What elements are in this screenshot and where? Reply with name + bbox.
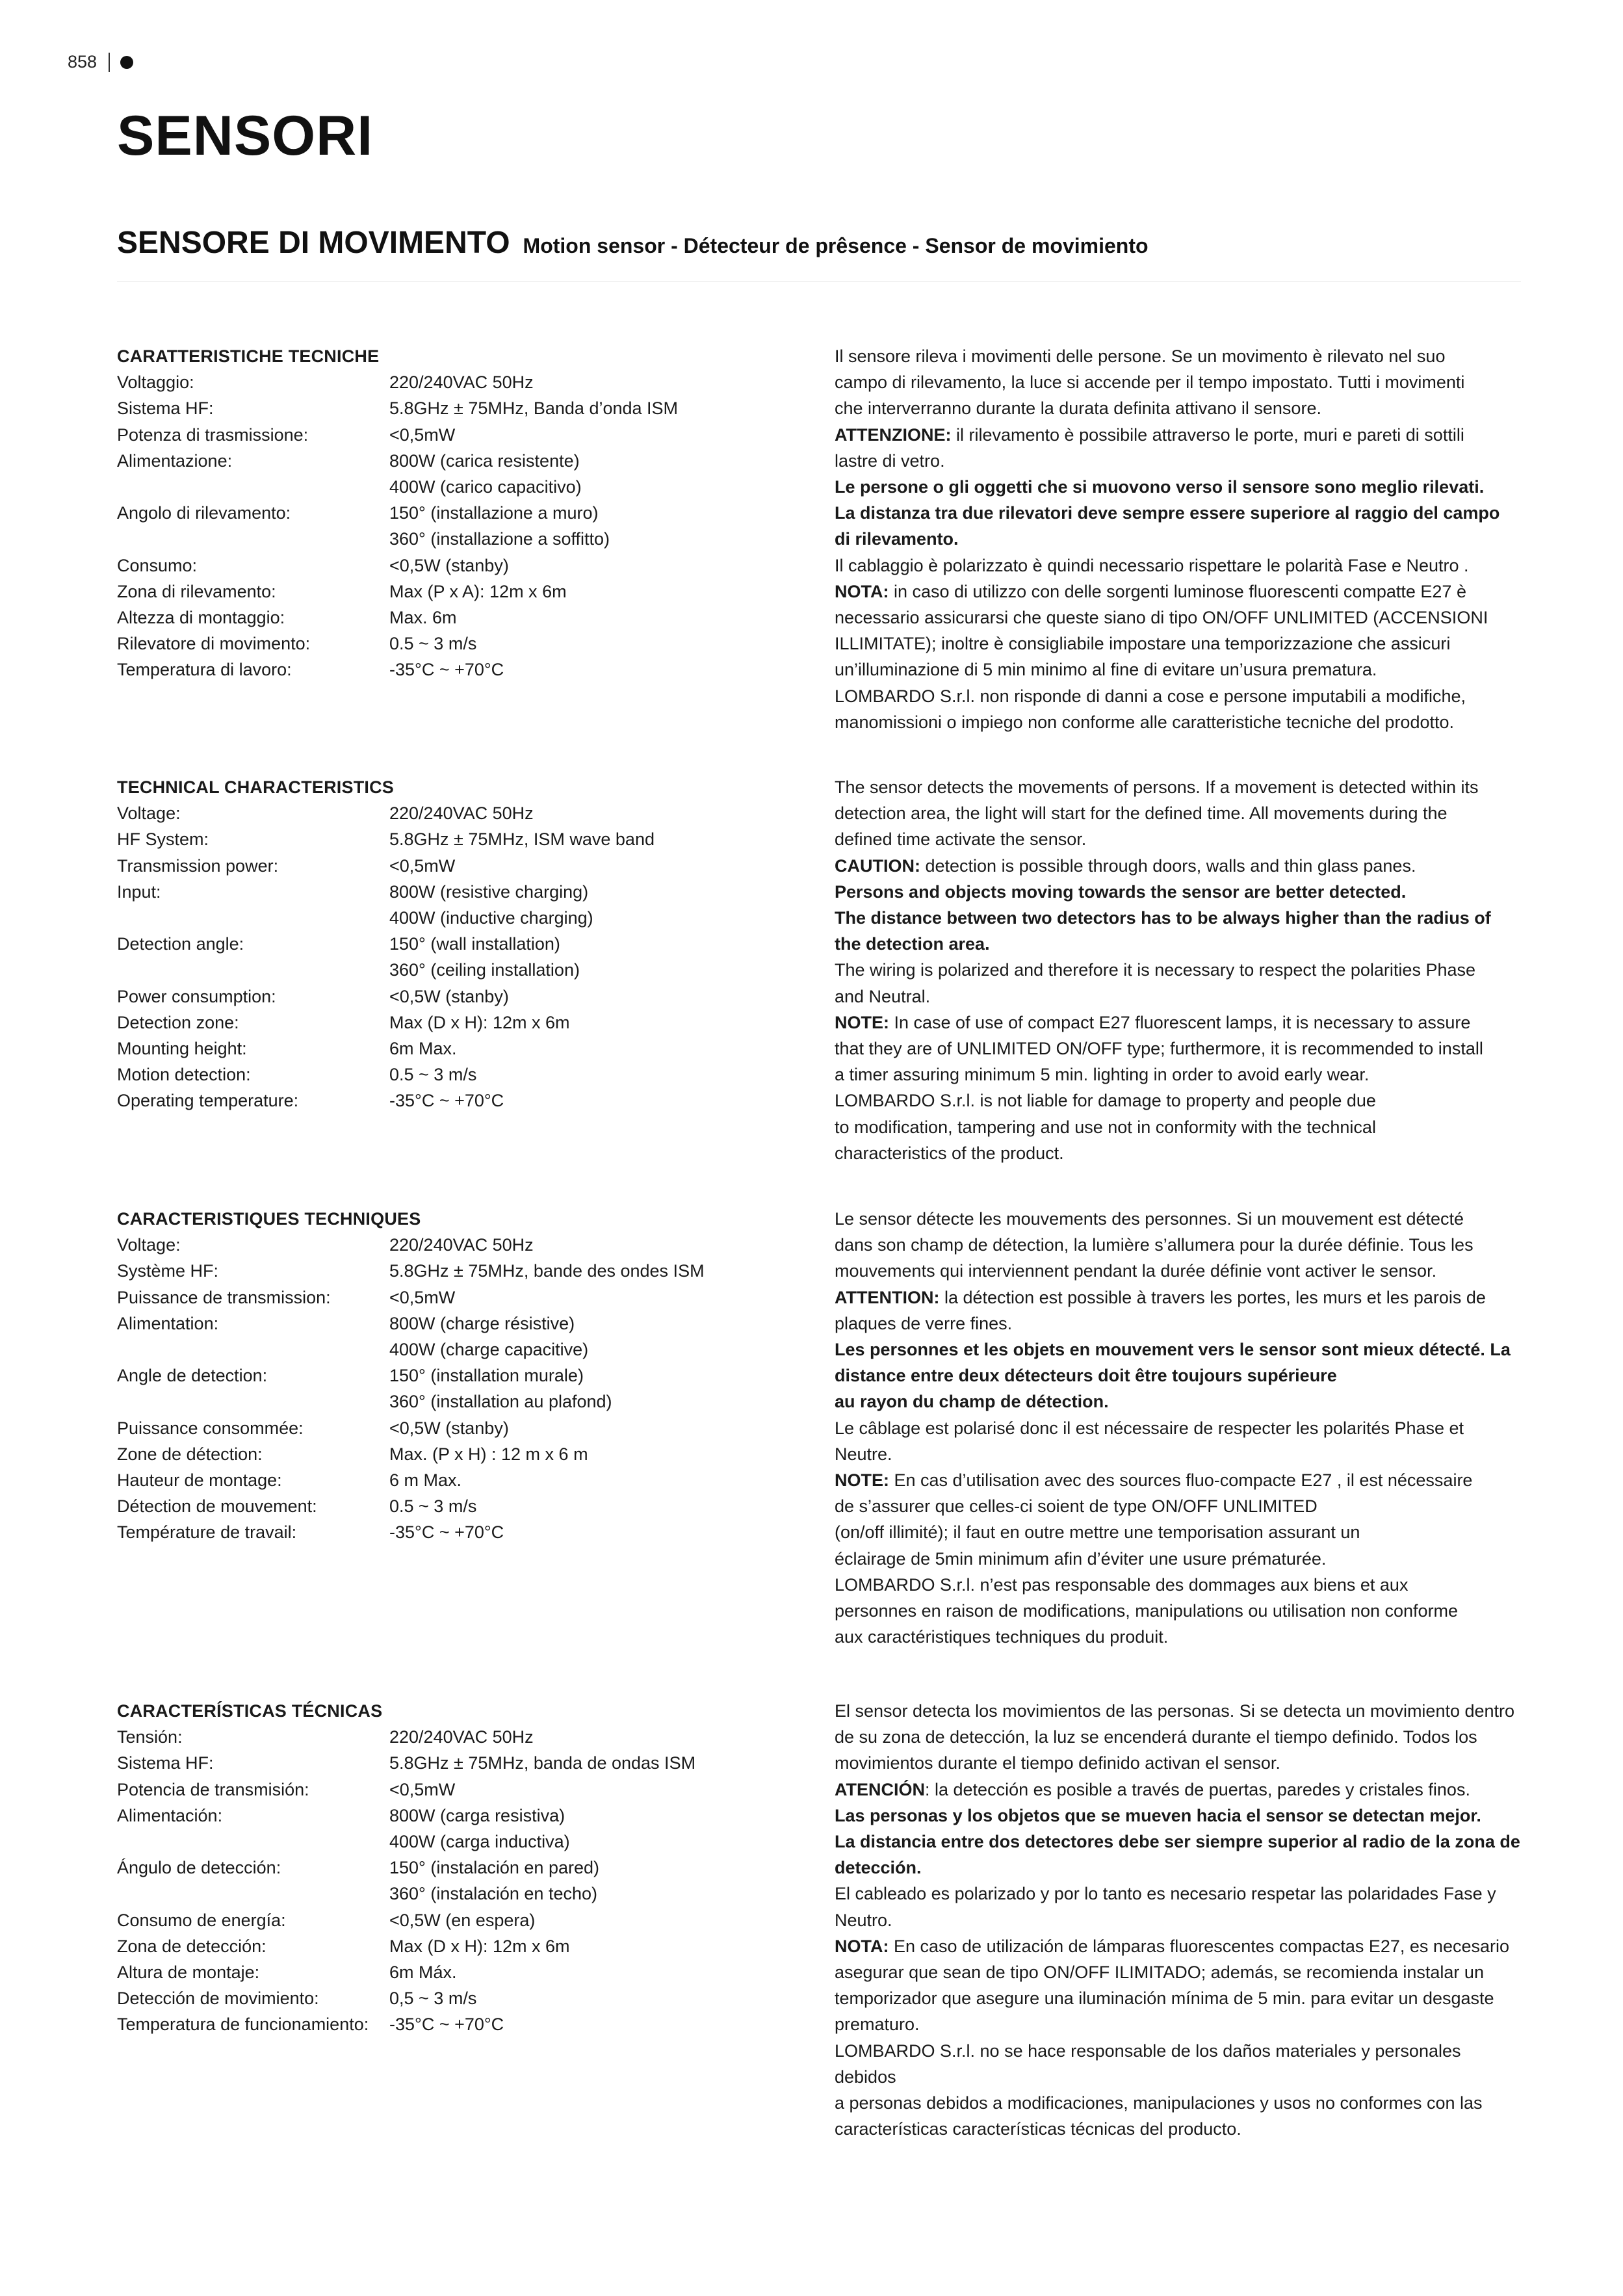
description-line [835, 984, 1524, 1010]
spec-value: 150° (installazione a muro) [389, 503, 599, 523]
description-line [835, 1724, 1524, 1750]
spec-row [117, 1467, 819, 1493]
description-line [835, 605, 1524, 631]
description-emphasis: au rayon du champ de détection. [835, 1392, 1109, 1412]
spec-label: Transmission power: [117, 855, 279, 876]
spec-label: Sistema HF: [117, 1753, 214, 1773]
spec-row [117, 853, 819, 879]
spec-row [117, 957, 819, 983]
description-line [835, 1493, 1524, 1519]
description-emphasis: the detection area. [835, 934, 990, 954]
description-line [835, 474, 1524, 500]
spec-value: Max. 6m [389, 608, 457, 628]
spec-value: 360° (ceiling installation) [389, 960, 580, 980]
spec-label: Système HF: [117, 1261, 219, 1281]
spec-row [117, 879, 819, 905]
spec-label [117, 905, 389, 931]
description [835, 774, 1524, 1166]
spec-value: 400W (inductive charging) [389, 908, 593, 928]
spec-row [117, 422, 819, 448]
spec-value: -35°C ~ +70°C [389, 1091, 504, 1111]
description-line [835, 2116, 1524, 2142]
spec-row [117, 1985, 819, 2011]
description-text: campo di rilevamento, la luce si accende per il tempo impostato. Tutti i movimenti [835, 372, 1465, 393]
spec-value: -35°C ~ +70°C [389, 1522, 504, 1543]
description-text: defined time activate the sensor. [835, 829, 1087, 850]
description-line [835, 1803, 1524, 1829]
description-line [835, 369, 1524, 395]
spec-label: Zona di rilevamento: [117, 581, 276, 601]
description-line [835, 774, 1524, 800]
description-text: to modification, tampering and use not in conformity with the technical [835, 1117, 1376, 1137]
description-text: ILLIMITATE); inoltre è consigliabile impostare una temporizzazione che assicuri [835, 634, 1451, 654]
description-line [835, 657, 1524, 683]
description [835, 1698, 1524, 2142]
spec-value: <0,5mW [389, 1779, 456, 1799]
page-number-text: 858 [68, 52, 97, 72]
description-line [835, 1088, 1524, 1114]
spec-label: Zone de détection: [117, 1444, 263, 1464]
spec-row [117, 1803, 819, 1829]
spec-row [117, 395, 819, 421]
description-text: necessario assicurarsi che queste siano di tipo ON/OFF UNLIMITED (ACCENSIONI [835, 608, 1488, 628]
description-line [835, 1829, 1524, 1855]
spec-value: 0.5 ~ 3 m/s [389, 1496, 477, 1517]
description-line [835, 879, 1524, 905]
description-line [835, 800, 1524, 826]
spec-value: 220/240VAC 50Hz [389, 1235, 534, 1255]
spec-label: Potencia de transmisión: [117, 1779, 309, 1799]
spec-row [117, 1855, 819, 1881]
spec-value: 0,5 ~ 3 m/s [389, 1989, 477, 2009]
spec-value: <0,5mW [389, 424, 456, 445]
description-line [835, 1206, 1524, 1232]
description-line [835, 1311, 1524, 1337]
description-text: Il sensore rileva i movimenti delle persone. Se un movimento è rilevato nel suo [835, 346, 1446, 366]
description-text: detection is possible through doors, walls and thin glass panes. [920, 855, 1416, 876]
description-emphasis: La distanza tra due rilevatori deve sempre essere superiore al raggio del campo [835, 503, 1500, 523]
description-line [835, 1598, 1524, 1624]
spec-row [117, 1062, 819, 1088]
spec-label [117, 957, 389, 983]
page-number-divider [109, 53, 110, 72]
description-text: un’illuminazione di 5 min minimo al fine di evitare un’usura prematura. [835, 660, 1377, 680]
spec-value: 360° (installazione a soffitto) [389, 529, 610, 549]
spec-label: Detection zone: [117, 1012, 239, 1032]
spec-row [117, 826, 819, 852]
description-text: personnes en raison de modifications, manipulations ou utilisation non conforme [835, 1601, 1459, 1621]
description-line [835, 1285, 1524, 1311]
description-line [835, 1010, 1524, 1036]
spec-label: Detección de movimiento: [117, 1989, 319, 2009]
description-line [835, 1337, 1524, 1363]
spec-value: 360° (installation au plafond) [389, 1392, 612, 1412]
spec-label: Consumo: [117, 555, 198, 575]
description-line [835, 1777, 1524, 1803]
spec-value: 220/240VAC 50Hz [389, 803, 534, 824]
spec-label: Alimentazione: [117, 450, 233, 471]
description-line [835, 853, 1524, 879]
spec-value: <0,5mW [389, 855, 456, 876]
spec-value: <0,5W (stanby) [389, 1418, 509, 1438]
spec-label [117, 1337, 389, 1363]
spec-value: 800W (charge résistive) [389, 1313, 575, 1333]
description-text: mouvements qui interviennent pendant la durée définie vont activer le sensor. [835, 1261, 1437, 1281]
description-emphasis: distance entre deux détecteurs doit être toujours supérieure [835, 1366, 1337, 1386]
spec-value: <0,5mW [389, 1287, 456, 1307]
description-text: LOMBARDO S.r.l. non risponde di danni a cose e persone imputabili a modifiche, [835, 686, 1466, 706]
description-line [835, 1363, 1524, 1389]
description-line [835, 1881, 1524, 1907]
spec-row [117, 1415, 819, 1441]
description-line [835, 1467, 1524, 1493]
description-emphasis: NOTE: [835, 1470, 889, 1491]
description-text: LOMBARDO S.r.l. is not liable for damage to property and people due [835, 1091, 1376, 1111]
spec-row [117, 2011, 819, 2037]
description-line [835, 709, 1524, 735]
spec-value: 150° (wall installation) [389, 934, 560, 954]
spec-value: 800W (carica resistente) [389, 450, 580, 471]
spec-table [117, 1206, 819, 1546]
description-emphasis: ATENCIÓN [835, 1779, 925, 1799]
spec-label: Puissance de transmission: [117, 1287, 331, 1307]
description-text: a timer assuring minimum 5 min. lighting in order to avoid early wear. [835, 1065, 1370, 1085]
spec-row [117, 931, 819, 957]
spec-label: Ángulo de detección: [117, 1858, 281, 1878]
spec-row [117, 1907, 819, 1933]
description-text: de s’assurer que celles-ci soient de type ON/OFF UNLIMITED [835, 1496, 1318, 1517]
description-emphasis: The distance between two detectors has to be always higher than the radius of [835, 908, 1491, 928]
spec-label: Sistema HF: [117, 398, 214, 419]
description-text: in caso di utilizzo con delle sorgenti luminose fluorescenti compatte E27 è [889, 581, 1466, 601]
spec-row [117, 1441, 819, 1467]
description-line [835, 343, 1524, 369]
description-line [835, 526, 1524, 552]
spec-label: Voltaggio: [117, 372, 194, 393]
spec-row [117, 474, 819, 500]
spec-row [117, 1389, 819, 1415]
spec-value: 5.8GHz ± 75MHz, Banda d’onda ISM [389, 398, 679, 419]
page-title: SENSORI [117, 105, 374, 167]
description-line [835, 1959, 1524, 1985]
description-line [835, 448, 1524, 474]
spec-value: <0,5W (en espera) [389, 1910, 536, 1930]
description-text: lastre di vetro. [835, 450, 945, 471]
spec-value: Max. (P x H) : 12 m x 6 m [389, 1444, 588, 1464]
spec-row [117, 1285, 819, 1311]
spec-label: Detection angle: [117, 934, 244, 954]
description-line [835, 1062, 1524, 1088]
description-text: detection area, the light will start for the defined time. All movements during the [835, 803, 1448, 824]
description-text: Il cablaggio è polarizzato è quindi necessario rispettare le polarità Fase e Neutro . [835, 555, 1469, 575]
description-text: characteristics of the product. [835, 1143, 1064, 1163]
spec-label: Zona de detección: [117, 1936, 266, 1956]
spec-row [117, 500, 819, 526]
description-text: (on/off illimité); il faut en outre mettre une temporisation assurant un [835, 1522, 1360, 1543]
description-line [835, 631, 1524, 657]
description-text: a personas debidos a modificaciones, manipulaciones y usos no conformes con las [835, 2093, 1483, 2113]
spec-row [117, 905, 819, 931]
description-line [835, 422, 1524, 448]
spec-label: Rilevatore di movimento: [117, 634, 311, 654]
page-number [68, 52, 133, 72]
spec-label: Angle de detection: [117, 1366, 268, 1386]
description-line [835, 1389, 1524, 1415]
spec-value: 220/240VAC 50Hz [389, 1727, 534, 1747]
description-text: aux caractéristiques techniques du produit. [835, 1627, 1169, 1647]
description-line [835, 1750, 1524, 1776]
spec-value: 400W (carga inductiva) [389, 1832, 570, 1852]
spec-row [117, 1010, 819, 1036]
spec-value: 360° (instalación en techo) [389, 1884, 597, 1904]
product-heading [117, 225, 1149, 261]
spec-label: Alimentación: [117, 1805, 223, 1825]
description-line [835, 905, 1524, 931]
description-text: che interverranno durante la durata definita attivano il sensore. [835, 398, 1321, 419]
description-emphasis: NOTE: [835, 1012, 889, 1032]
description-text: En cas d’utilisation avec des sources fluo-compacte E27 , il est nécessaire [889, 1470, 1473, 1491]
description-line [835, 1232, 1524, 1258]
spec-label: Angolo di rilevamento: [117, 503, 291, 523]
spec-label: Potenza di trasmissione: [117, 424, 309, 445]
spec-label [117, 1389, 389, 1415]
description-line [835, 1114, 1524, 1140]
description-line [835, 1855, 1524, 1881]
spec-row [117, 631, 819, 657]
description-emphasis: CAUTION: [835, 855, 920, 876]
spec-value: 5.8GHz ± 75MHz, ISM wave band [389, 829, 655, 850]
description-text: características características técnicas del producto. [835, 2119, 1241, 2139]
description-text: il rilevamento è possibile attraverso le porte, muri e pareti di sottili [951, 424, 1464, 445]
description-text: Le sensor détecte les mouvements des personnes. Si un mouvement est détecté [835, 1209, 1464, 1229]
spec-row [117, 553, 819, 579]
spec-value: Max (D x H): 12m x 6m [389, 1936, 570, 1956]
spec-row [117, 1777, 819, 1803]
description-emphasis: di rilevamento. [835, 529, 959, 549]
description-line [835, 1907, 1524, 1933]
spec-label: Tensión: [117, 1727, 183, 1747]
spec-row [117, 1519, 819, 1545]
spec-label [117, 474, 389, 500]
spec-label: Operating temperature: [117, 1091, 299, 1111]
description-line [835, 826, 1524, 852]
spec-value: 5.8GHz ± 75MHz, bande des ondes ISM [389, 1261, 705, 1281]
spec-label [117, 1881, 389, 1907]
spec-row [117, 1311, 819, 1337]
description-text: The sensor detects the movements of persons. If a movement is detected within its [835, 777, 1479, 797]
product-title: SENSORE DI MOVIMENTO [117, 226, 510, 260]
spec-label: HF System: [117, 829, 209, 850]
section-heading: CARATTERISTICHE TECNICHE [117, 346, 380, 366]
spec-row [117, 800, 819, 826]
spec-value: 800W (carga resistiva) [389, 1805, 565, 1825]
spec-row [117, 984, 819, 1010]
spec-row [117, 526, 819, 552]
spec-label: Motion detection: [117, 1065, 251, 1085]
description-line [835, 2011, 1524, 2037]
spec-label: Input: [117, 881, 161, 902]
spec-label: Voltage: [117, 1235, 181, 1255]
spec-label: Température de travail: [117, 1522, 297, 1543]
spec-value: -35°C ~ +70°C [389, 660, 504, 680]
spec-value: Max (D x H): 12m x 6m [389, 1012, 570, 1032]
description-line [835, 500, 1524, 526]
spec-label: Temperatura de funcionamiento: [117, 2015, 369, 2035]
spec-value: 0.5 ~ 3 m/s [389, 634, 477, 654]
description-line [835, 1036, 1524, 1062]
spec-row [117, 1493, 819, 1519]
description-text: prematuro. [835, 2015, 920, 2035]
description-text: plaques de verre fines. [835, 1313, 1013, 1333]
description-text: movimientos durante el tiempo definido activan el sensor. [835, 1753, 1280, 1773]
spec-row [117, 605, 819, 631]
description-emphasis: Las personas y los objetos que se mueven hacia el sensor se detectan mejor. [835, 1805, 1481, 1825]
spec-row [117, 1258, 819, 1284]
description-text: LOMBARDO S.r.l. no se hace responsable de los daños materiales y personales debidos [835, 2041, 1461, 2087]
spec-label: Altezza di montaggio: [117, 608, 285, 628]
spec-row [117, 1363, 819, 1389]
spec-label [117, 1829, 389, 1855]
description-text: : la detección es posible a través de puertas, paredes y cristales finos. [925, 1779, 1470, 1799]
description-line [835, 1441, 1524, 1467]
description-line [835, 1519, 1524, 1545]
description-emphasis: Persons and objects moving towards the sensor are better detected. [835, 881, 1407, 902]
spec-value: Max (P x A): 12m x 6m [389, 581, 567, 601]
description-line [835, 1546, 1524, 1572]
description-line [835, 2090, 1524, 2116]
spec-value: 800W (resistive charging) [389, 881, 589, 902]
description-line [835, 1258, 1524, 1284]
description-text: dans son champ de détection, la lumière s’allumera pour la durée définie. Tous les [835, 1235, 1474, 1255]
spec-label: Hauteur de montage: [117, 1470, 282, 1491]
description-emphasis: ATTENZIONE: [835, 424, 952, 445]
description-text: Le câblage est polarisé donc il est nécessaire de respecter les polarités Phase et [835, 1418, 1464, 1438]
description-text: El sensor detecta los movimientos de las personas. Si se detecta un movimiento dentro [835, 1701, 1515, 1721]
section-heading: TECHNICAL CHARACTERISTICS [117, 777, 395, 797]
description-line [835, 579, 1524, 605]
description-text: la détection est possible à travers les portes, les murs et les parois de [939, 1287, 1486, 1307]
description-line [835, 931, 1524, 957]
description-emphasis: NOTA: [835, 581, 889, 601]
spec-row [117, 579, 819, 605]
spec-row [117, 657, 819, 683]
spec-row [117, 1337, 819, 1363]
spec-label: Power consumption: [117, 986, 276, 1006]
description-line [835, 1572, 1524, 1598]
description-line [835, 1140, 1524, 1166]
section-heading: CARACTERÍSTICAS TÉCNICAS [117, 1701, 383, 1721]
description-line [835, 553, 1524, 579]
description-line [835, 1415, 1524, 1441]
spec-label: Temperatura di lavoro: [117, 660, 292, 680]
spec-value: 5.8GHz ± 75MHz, banda de ondas ISM [389, 1753, 696, 1773]
spec-row [117, 448, 819, 474]
description-line [835, 1698, 1524, 1724]
spec-row [117, 1088, 819, 1114]
description-text: Neutre. [835, 1444, 892, 1464]
spec-label [117, 526, 389, 552]
description-text: temporizador que asegure una iluminación mínima de 5 min. para evitar un desgaste [835, 1989, 1494, 2009]
spec-row [117, 1232, 819, 1258]
description [835, 1206, 1524, 1650]
spec-value: 6 m Max. [389, 1470, 462, 1491]
spec-label: Puissance consommée: [117, 1418, 304, 1438]
description-emphasis: ATTENTION: [835, 1287, 940, 1307]
description-text: manomissioni o impiego non conforme alle caratteristiche tecniche del prodotto. [835, 712, 1455, 732]
description-line [835, 395, 1524, 421]
spec-label: Consumo de energía: [117, 1910, 286, 1930]
description-line [835, 2038, 1524, 2090]
description-text: En caso de utilización de lámparas fluorescentes compactas E27, es necesario [889, 1936, 1510, 1956]
description [835, 343, 1524, 735]
spec-value: 220/240VAC 50Hz [389, 372, 534, 393]
section-heading: CARACTERISTIQUES TECHNIQUES [117, 1209, 421, 1229]
description-emphasis: NOTA: [835, 1936, 889, 1956]
spec-table [117, 774, 819, 1114]
spec-value: 6m Máx. [389, 1963, 457, 1983]
spec-label: Alimentation: [117, 1313, 219, 1333]
description-text: de su zona de detección, la luz se encenderá durante el tiempo definido. Todos los [835, 1727, 1477, 1747]
spec-value: 400W (carico capacitivo) [389, 477, 582, 497]
spec-row [117, 369, 819, 395]
product-translations: Motion sensor - Détecteur de prêsence - Sensor de movimiento [523, 234, 1149, 257]
description-line [835, 1624, 1524, 1650]
spec-value: -35°C ~ +70°C [389, 2015, 504, 2035]
description-line [835, 1933, 1524, 1959]
spec-table [117, 343, 819, 683]
description-line [835, 957, 1524, 983]
spec-label: Altura de montaje: [117, 1963, 260, 1983]
spec-table [117, 1698, 819, 2038]
spec-value: 400W (charge capacitive) [389, 1340, 589, 1360]
spec-row [117, 1829, 819, 1855]
spec-value: 0.5 ~ 3 m/s [389, 1065, 477, 1085]
description-text: that they are of UNLIMITED ON/OFF type; furthermore, it is recommended to install [835, 1039, 1483, 1059]
description-emphasis: Les personnes et les objets en mouvement vers le sensor sont mieux détecté. La [835, 1340, 1511, 1360]
bullet-dot-icon [120, 56, 133, 69]
description-emphasis: Le persone o gli oggetti che si muovono verso il sensore sono meglio rilevati. [835, 477, 1485, 497]
spec-value: 150° (instalación en pared) [389, 1858, 599, 1878]
spec-row [117, 1881, 819, 1907]
spec-row [117, 1959, 819, 1985]
description-line [835, 683, 1524, 709]
spec-row [117, 1724, 819, 1750]
description-text: éclairage de 5min minimum afin d’éviter une usure prématurée. [835, 1548, 1327, 1569]
spec-label: Détection de mouvement: [117, 1496, 317, 1517]
description-text: Neutro. [835, 1910, 892, 1930]
description-text: LOMBARDO S.r.l. n’est pas responsable des dommages aux biens et aux [835, 1574, 1409, 1595]
spec-value: 6m Max. [389, 1039, 457, 1059]
description-emphasis: detección. [835, 1858, 922, 1878]
spec-row [117, 1750, 819, 1776]
spec-label: Voltage: [117, 803, 181, 824]
spec-value: <0,5W (stanby) [389, 555, 509, 575]
spec-value: <0,5W (stanby) [389, 986, 509, 1006]
spec-row [117, 1933, 819, 1959]
description-emphasis: La distancia entre dos detectores debe ser siempre superior al radio de la zona de [835, 1832, 1520, 1852]
description-text: and Neutral. [835, 986, 931, 1006]
description-line [835, 1985, 1524, 2011]
spec-row [117, 1036, 819, 1062]
spec-label: Mounting height: [117, 1039, 247, 1059]
description-text: The wiring is polarized and therefore it is necessary to respect the polarities Phase [835, 960, 1476, 980]
description-text: In case of use of compact E27 fluorescent lamps, it is necessary to assure [889, 1012, 1471, 1032]
spec-value: 150° (installation murale) [389, 1366, 584, 1386]
description-text: El cableado es polarizado y por lo tanto es necesario respetar las polaridades Fase y [835, 1884, 1496, 1904]
description-text: asegurar que sean de tipo ON/OFF ILIMITADO; además, se recomienda instalar un [835, 1963, 1484, 1983]
